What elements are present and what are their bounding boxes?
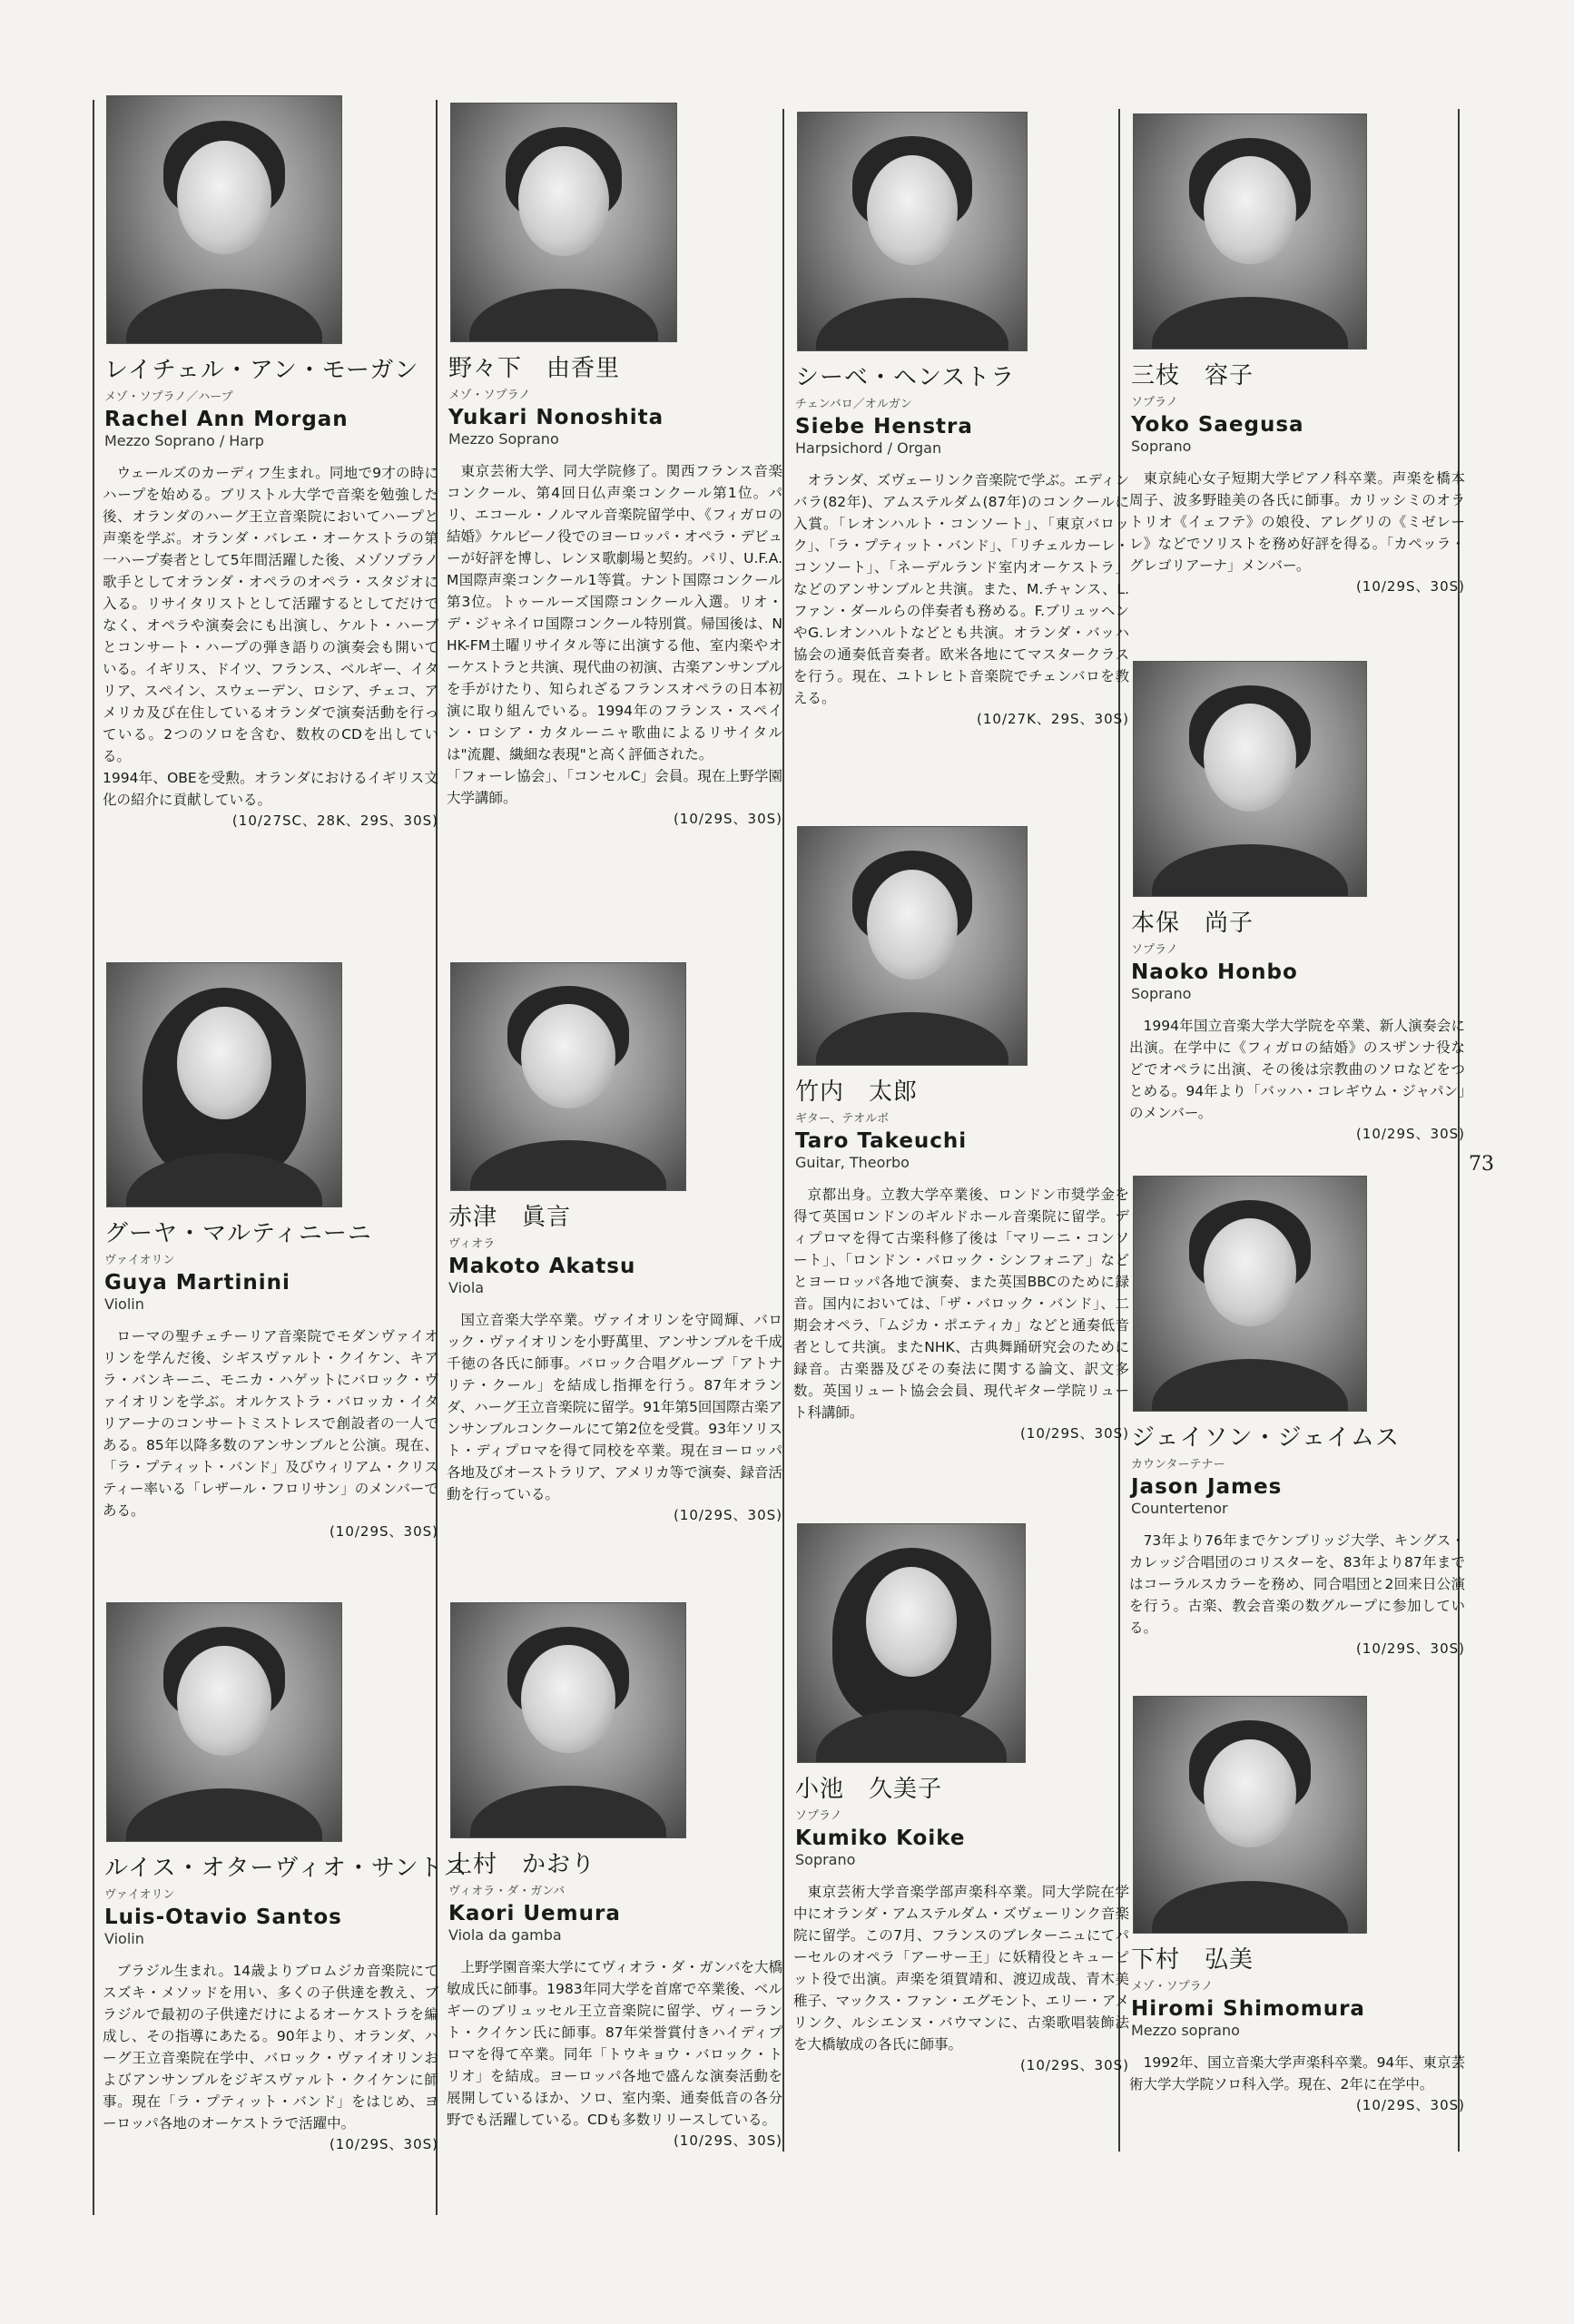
name-japanese: 本保 尚子 <box>1131 910 1254 937</box>
name-japanese: 上村 かおり <box>448 1851 596 1878</box>
performance-dates: (10/29S、30S) <box>1355 1640 1465 1657</box>
performance-dates: (10/29S、30S) <box>673 1507 782 1523</box>
profile-entry <box>786 1523 1131 2074</box>
role-japanese: ヴァイオリン <box>104 1888 175 1902</box>
profile-entry <box>439 1602 784 2150</box>
name-english: Hiromi Shimomura <box>1131 1997 1365 2021</box>
role-japanese: メゾ・ソプラノ <box>1131 1980 1214 1994</box>
performance-dates: (10/29S、30S) <box>1019 2057 1129 2073</box>
role-english: Viola <box>448 1279 485 1296</box>
name-english: Naoko Honbo <box>1131 960 1298 984</box>
biography: 東京芸術大学音楽学部声楽科卒業。同大学院在学中にオランダ・アムステルダム・ズヴェーリンク音楽院に留学。この7月、フランスのブレターニュにてパーセルのオペラ「アーサー王」に妖精役とキューピット役で出演。声楽を須賀靖和、渡辺成哉、青木美稚子、マックス・ファン・エグモント、エリー・アメリンク、ルシエンヌ・バウマンに、古楽歌唱装飾法を大橋敏成の各氏に師事。 <box>793 1884 1129 2053</box>
performance-dates: (10/29S、30S) <box>673 2132 782 2149</box>
biography: 国立音楽大学卒業。ヴァイオリンを守岡輝、バロック・ヴァイオリンを小野萬里、アンサンブルを千成千徳の各氏に師事。バロック合唱グループ「アトナリテ・クール」を結成し指揮を行う。87年オランダ、ハーグ王立音楽院に留学。91年第5回国際古楽アンサンブルコンクールにて第2位を受賞。93年ソリスト・ディプロマを得て同校を卒業。現在ヨーロッパ各地及びオーストラリア、アメリカ等で演奏、録音活動を行っている。 <box>447 1312 782 1502</box>
performance-dates: (10/29S、30S) <box>1019 1425 1129 1442</box>
profile-entry <box>1122 113 1467 596</box>
role-japanese: ソプラノ <box>1131 943 1178 957</box>
role-japanese: ギター、テオルボ <box>795 1112 890 1126</box>
role-japanese: ヴァイオリン <box>104 1254 175 1267</box>
profile-entry <box>95 1602 468 2153</box>
role-english: Mezzo Soprano / Harp <box>104 432 264 449</box>
biography: 京都出身。立教大学卒業後、ロンドン市奨学金を得て英国ロンドンのギルドホール音楽院に留学。ディプロマを得て古楽科修了後は「マリーニ・コンソート」、「ロンドン・バロック・シンフォニア」などとヨーロッパ各地で演奏、また英国BBCのために録音。国内においては、「ザ・バロック・バンド」、二期会オペラ、「ムジカ・ポエティカ」などと通奏低音者として共演。またNHK、古典舞踊研究会のために録音。古楽器及びその奏法に関する論文、訳文多数。英国リュート協会会員、現代ギター学院リュート科講師。 <box>793 1187 1129 1421</box>
name-japanese: レイチェル・アン・モーガン <box>104 357 419 384</box>
name-japanese: 下村 弘美 <box>1131 1946 1254 1974</box>
biography: 上野学園音楽大学にてヴィオラ・ダ・ガンバを大橋敏成氏に師事。1983年同大学を首席で卒業後、ベルギーのブリュッセル王立音楽院に留学、ヴィーラント・クイケン氏に師事。87年栄誉賞付きハイディプロマを得て卒業。同年「トウキョウ・バロック・トリオ」を結成。ヨーロッパ各地で盛んな演奏活動を展開しているほか、ソロ、室内楽、通奏低音の各分野でも活躍している。CDも多数リリースしている。 <box>447 1959 782 2128</box>
portrait-photo <box>797 826 1028 1066</box>
role-japanese: ソプラノ <box>795 1809 842 1823</box>
name-english: Yoko Saegusa <box>1131 413 1304 437</box>
profile-entry <box>786 826 1131 1443</box>
performance-dates: (10/29S、30S) <box>329 2136 438 2152</box>
biography: ウェールズのカーディフ生まれ。同地で9才の時にハープを始める。ブリストル大学で音楽を勉強した後、オランダのハーグ王立音楽院においてハープと声楽を学ぶ。オランダ・バレエ・オーケストラの第一ハープ奏者として5年間活躍した後、メゾソプラノ歌手としてオランダ・オペラのオペラ・スタジオに入る。リサイタリストとして活躍するとしてだけでなく、オペラや演奏会にも出演し、ケルト・ハープとコンサート・ハープの弾き語りの演奏会も開いている。イギリス、ドイツ、フランス、ベルギー、イタリア、スペイン、スウェーデン、ロシア、チェコ、アメリカ及び在住しているオランダで演奏活動を行っている。2つのソロを含む、数枚のCDを出している。 1994年、OBEを受勲。オランダにおけるイギリス文化の紹介に貢献している。 <box>103 465 438 808</box>
role-english: Soprano <box>1131 438 1192 455</box>
page-number: 73 <box>1469 1153 1494 1176</box>
name-english: Guya Martinini <box>104 1271 290 1295</box>
name-japanese: グーヤ・マルティニーニ <box>104 1220 372 1247</box>
portrait-photo <box>450 103 677 342</box>
portrait-photo <box>106 962 342 1207</box>
role-japanese: ヴィオラ・ダ・ガンバ <box>448 1885 566 1898</box>
role-english: Countertenor <box>1131 1500 1228 1517</box>
profile-entry <box>786 112 1131 728</box>
column-rule <box>93 100 94 2215</box>
profile-entry <box>1122 1696 1467 2114</box>
name-japanese: 小池 久美子 <box>795 1776 943 1803</box>
role-english: Violin <box>104 1930 144 1947</box>
name-english: Makoto Akatsu <box>448 1255 636 1278</box>
biography: ローマの聖チェチーリア音楽院でモダンヴァイオリンを学んだ後、シギスヴァルト・クイケン、キアラ・バンキーニ、モニカ・ハゲットにバロック・ヴァイオリンを学ぶ。オルケストラ・バロッカ・イタリアーナのコンサートミストレスで創設者の一人である。85年以降多数のアンサンブルと公演。現在、「ラ・プティット・バンド」及びウィリアム・クリスティー率いる「レザール・フロリサン」のメンバーである。 <box>103 1328 438 1519</box>
portrait-photo <box>450 1602 686 1838</box>
name-english: Rachel Ann Morgan <box>104 408 349 431</box>
role-japanese: ヴィオラ <box>448 1237 496 1251</box>
performance-dates: (10/29S、30S) <box>1355 578 1465 595</box>
portrait-photo <box>797 112 1028 351</box>
portrait-photo <box>1133 1696 1367 1934</box>
performance-dates: (10/27K、29S、30S) <box>977 711 1129 727</box>
role-japanese: メゾ・ソプラノ／ハープ <box>104 390 233 404</box>
role-japanese: メゾ・ソプラノ <box>448 389 531 402</box>
name-english: Taro Takeuchi <box>795 1129 968 1153</box>
portrait-photo <box>1133 113 1367 350</box>
name-japanese: 赤津 眞言 <box>448 1204 572 1231</box>
performance-dates: (10/29S、30S) <box>329 1523 438 1540</box>
portrait-photo <box>106 1602 342 1842</box>
profile-entry <box>439 962 784 1524</box>
biography: 1994年国立音楽大学大学院を卒業、新人演奏会に出演。在学中に《フィガロの結婚》のスザンナ役などでオペラに出演、その後は宗教曲のソロなどをつとめる。94年より「バッハ・コレギウム・ジャパン」のメンバー。 <box>1129 1018 1465 1121</box>
name-japanese: シーベ・ヘンストラ <box>795 364 1016 391</box>
role-english: Soprano <box>795 1851 856 1868</box>
role-japanese: カウンターテナー <box>1131 1458 1225 1472</box>
profile-entry <box>1122 1176 1467 1658</box>
profile-entry <box>439 103 784 828</box>
name-japanese: ジェイソン・ジェイムス <box>1131 1424 1400 1452</box>
name-japanese: 三枝 容子 <box>1131 362 1254 389</box>
profile-entry <box>1122 661 1467 1143</box>
name-english: Jason James <box>1131 1475 1283 1499</box>
performance-dates: (10/29S、30S) <box>1355 2097 1465 2113</box>
name-english: Siebe Henstra <box>795 415 973 438</box>
profile-entry <box>95 962 440 1541</box>
performance-dates: (10/29S、30S) <box>673 811 782 827</box>
performance-dates: (10/27SC、28K、29S、30S) <box>231 812 438 829</box>
portrait-photo <box>1133 1176 1367 1412</box>
portrait-photo <box>106 95 342 344</box>
name-english: Luis-Otavio Santos <box>104 1905 342 1929</box>
biography: 東京純心女子短期大学ピアノ科卒業。声楽を橋本周子、波多野睦美の各氏に師事。カリッシミのオラトリオ《イェフテ》の娘役、アレグリの《ミゼレーレ》などでソリストを務め好評を得る。「カペッラ・グレゴリアーナ」メンバー。 <box>1129 470 1465 574</box>
biography: 1992年、国立音楽大学声楽科卒業。94年、東京芸術大学大学院ソロ科入学。現在、2年に在学中。 <box>1129 2054 1465 2093</box>
role-english: Soprano <box>1131 985 1192 1002</box>
name-english: Kumiko Koike <box>795 1827 966 1850</box>
role-english: Viola da gamba <box>448 1926 562 1944</box>
performance-dates: (10/29S、30S) <box>1355 1126 1465 1142</box>
name-english: Kaori Uemura <box>448 1902 621 1925</box>
name-japanese: 野々下 由香里 <box>448 355 621 382</box>
biography: オランダ、ズヴェーリンク音楽院で学ぶ。エディンバラ(82年)、アムステルダム(87年)のコンクールに入賞。「レオンハルト・コンソート」、「東京バロック」、「ラ・プティット・バンド」、「リチェルカーレ・コンソート」、「ネーデルランド室内オーケストラ」などのアンサンブルと共演。また、M.チャンス、L.ファン・ダールらの伴奏者も務める。F.ブリュッヘンやG.レオンハルトなどとも共演。オランダ・バッハ協会の通奏低音奏者。欧米各地にてマスタークラスを行う。現在、ユトレヒト音楽院でチェンバロを教える。 <box>793 472 1129 706</box>
profile-entry <box>95 95 440 830</box>
role-english: Guitar, Theorbo <box>795 1154 910 1171</box>
portrait-photo <box>797 1523 1026 1763</box>
role-english: Harpsichord / Organ <box>795 439 942 457</box>
role-english: Violin <box>104 1295 144 1313</box>
role-japanese: ソプラノ <box>1131 396 1178 409</box>
name-english: Yukari Nonoshita <box>448 406 664 429</box>
portrait-photo <box>1133 661 1367 897</box>
name-japanese: 竹内 太郎 <box>795 1078 919 1106</box>
biography: ブラジル生まれ。14歳よりブロムジカ音楽院にてスズキ・メソッドを用い、多くの子供達を教え、ブラジルで最初の子供達だけによるオーケストラを編成し、その指導にあたる。90年より、オランダ、ハーグ王立音楽院在学中、バロック・ヴァイオリンおよびアンサンブルをジギスヴァルト・クイケンに師事。現在「ラ・プティット・バンド」をはじめ、ヨーロッパ各地のオーケストラで活躍中。 <box>103 1963 438 2132</box>
biography: 73年より76年までケンブリッジ大学、キングス・カレッジ合唱団のコリスターを、83年より87年まではコーラルスカラーを務め、同合唱団と2回来日公演を行う。古楽、教会音楽の数グループに参加している。 <box>1129 1532 1465 1636</box>
portrait-photo <box>450 962 686 1191</box>
role-english: Mezzo soprano <box>1131 2022 1240 2039</box>
biography: 東京芸術大学、同大学院修了。関西フランス音楽コンクール、第4回日仏声楽コンクール第1位。パリ、エコール・ノルマル音楽院留学中、《フィガロの結婚》ケルビーノ役でのヨーロッパ・オペラ・デビューが好評を博し、レンヌ歌劇場と契約。パリ、U.F.A.M国際声楽コンクール1等賞。ナント国際コンクール第3位。トゥールーズ国際コンクール入選。リオ・デ・ジャネイロ国際コンクール特別賞。帰国後は、NHK-FM土曜リサイタル等に出演する他、室内楽やオーケストラと共演、現代曲の初演、古楽アンサンブルを手がけたり、知られざるフランスオペラの日本初演に取り組んでいる。1994年のフランス・スペイン・ロシア・カタルーニャ歌曲によるリサイタルは"流麗、繊細な表現"と高く評価された。 「フォーレ協会」、「コンセルC」会員。現在上野学園大学講師。 <box>447 463 782 806</box>
role-english: Mezzo Soprano <box>448 430 559 448</box>
role-japanese: チェンバロ／オルガン <box>795 398 912 411</box>
name-japanese: ルイス・オターヴィオ・サントス <box>104 1855 468 1882</box>
